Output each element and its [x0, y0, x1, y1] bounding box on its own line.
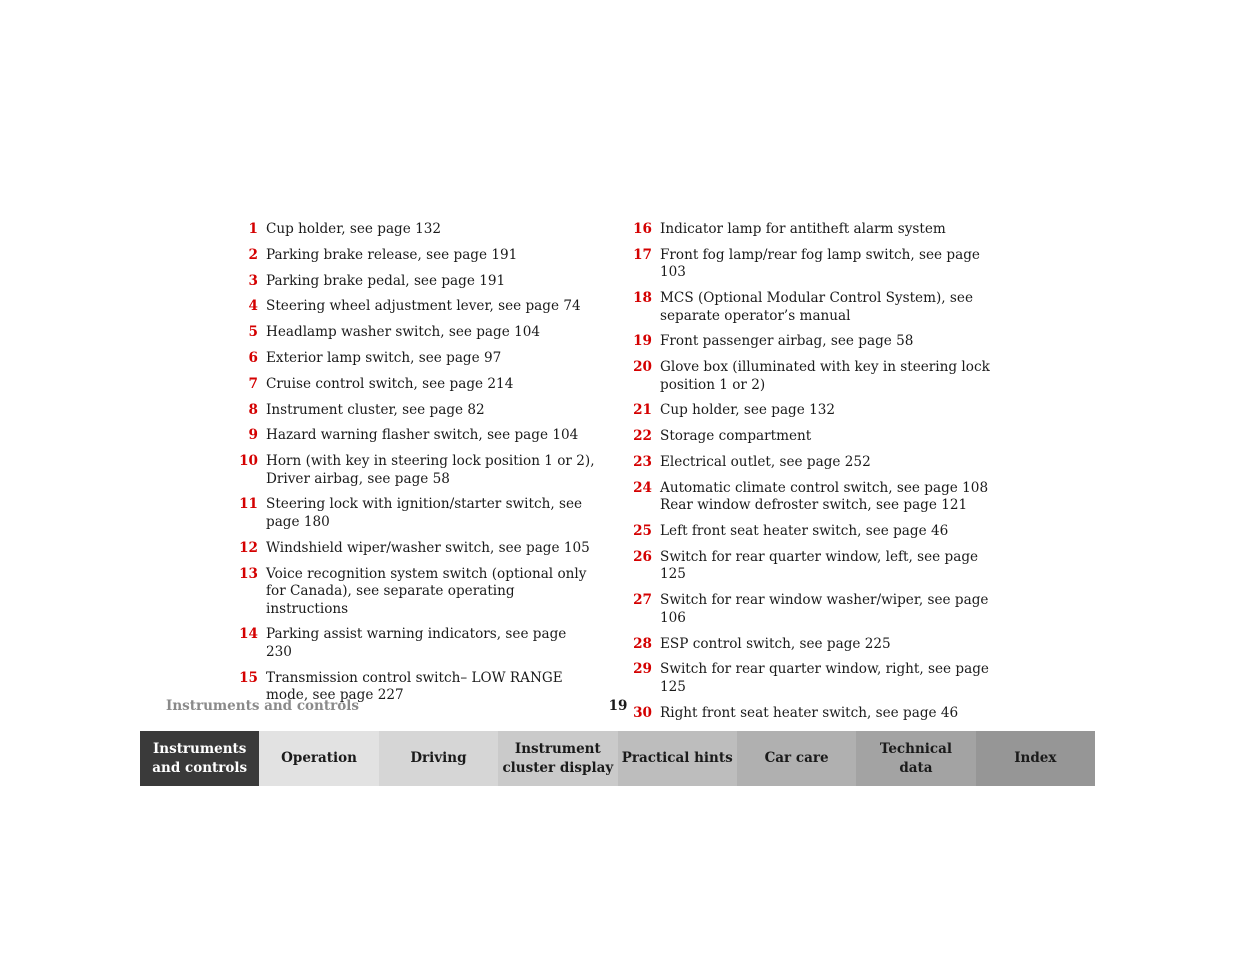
legend-number: 2 — [248, 246, 258, 263]
legend-item — [630, 359, 1000, 394]
legend-item — [236, 247, 596, 265]
legend-item — [236, 324, 596, 342]
legend-text: Electrical outlet, see page 252 — [660, 454, 871, 471]
legend-text: Automatic climate control switch, see page 108 Rear window defroster switch, see page 121 — [660, 479, 989, 514]
legend-number: 1 — [248, 221, 258, 237]
legend-number: 27 — [633, 592, 652, 609]
legend-number: 4 — [248, 298, 258, 315]
legend-text: Horn (with key in steering lock position 1 or 2), Driver airbag, see page 58 — [266, 453, 595, 487]
legend-text: Instrument cluster, see page 82 — [266, 401, 485, 418]
legend-item — [236, 496, 596, 531]
legend-item — [630, 661, 1000, 696]
legend-text: MCS (Optional Modular Control System), see separate operator’s manual — [660, 290, 973, 324]
legend-text: Front fog lamp/rear fog lamp switch, see page 103 — [660, 246, 980, 281]
legend-number: 3 — [248, 272, 258, 289]
legend-text: ESP control switch, see page 225 — [660, 635, 891, 652]
section-title: Instruments and controls — [166, 698, 359, 714]
legend-text: Right front seat heater switch, see page 46 — [660, 704, 959, 721]
legend-item — [236, 298, 596, 316]
tab-driving[interactable]: Driving — [379, 731, 498, 786]
legend-text: Voice recognition system switch (optional only for Canada), see separate operating instructions — [266, 565, 587, 617]
chapter-tabs — [140, 731, 1095, 786]
legend-text: Glove box (illuminated with key in steering lock position 1 or 2) — [660, 359, 990, 393]
legend-number: 18 — [633, 290, 652, 307]
legend-item — [630, 480, 1000, 515]
legend-text: Steering lock with ignition/starter switch, see page 180 — [266, 496, 583, 530]
legend-number: 8 — [248, 401, 258, 418]
legend-text: Switch for rear window washer/wiper, see page 106 — [660, 592, 989, 626]
legend-item — [630, 523, 1000, 541]
legend-text: Exterior lamp switch, see page 97 — [266, 349, 502, 366]
legend-item — [630, 402, 1000, 420]
legend-text: Switch for rear quarter window, right, see page 125 — [660, 661, 989, 695]
legend-number: 30 — [633, 704, 652, 721]
legend-item — [236, 376, 596, 394]
legend-item — [236, 402, 596, 420]
legend-number: 19 — [633, 333, 652, 350]
legend-item — [630, 549, 1000, 584]
tab-index[interactable]: Index — [976, 731, 1095, 786]
legend-text: Indicator lamp for antitheft alarm system — [660, 221, 946, 237]
legend-number: 21 — [633, 402, 652, 419]
legend-item — [236, 626, 596, 661]
legend-item — [236, 273, 596, 291]
legend-number: 5 — [248, 324, 258, 341]
legend-number: 16 — [633, 221, 652, 237]
legend-number: 28 — [633, 635, 652, 652]
legend-item — [630, 428, 1000, 446]
legend-number: 17 — [633, 246, 652, 263]
legend-text: Front passenger airbag, see page 58 — [660, 333, 914, 350]
legend-number: 13 — [239, 565, 258, 582]
legend-item — [630, 454, 1000, 472]
legend-number: 6 — [248, 349, 258, 366]
legend-item — [236, 453, 596, 488]
legend-item — [630, 290, 1000, 325]
legend-number: 9 — [248, 427, 258, 444]
legend-number: 24 — [633, 479, 652, 496]
legend-item — [630, 592, 1000, 627]
legend-number: 20 — [633, 359, 652, 376]
legend-text: Cup holder, see page 132 — [660, 402, 836, 419]
legend-text: Cruise control switch, see page 214 — [266, 375, 514, 392]
legend-number: 7 — [248, 375, 258, 392]
legend-text: Transmission control switch– LOW RANGE mode, see page 227 — [266, 669, 563, 704]
legend-text: Headlamp washer switch, see page 104 — [266, 324, 541, 341]
legend-number: 10 — [239, 453, 258, 470]
legend-text: Left front seat heater switch, see page 46 — [660, 523, 949, 540]
legend-number: 23 — [633, 454, 652, 471]
legend-text: Storage compartment — [660, 428, 812, 445]
legend-number: 26 — [633, 548, 652, 565]
tab-operation[interactable]: Operation — [259, 731, 378, 786]
tab-practical-hints[interactable]: Practical hints — [618, 731, 737, 786]
legend-list-right — [630, 221, 1000, 730]
tab-car-care[interactable]: Car care — [737, 731, 856, 786]
legend-number: 22 — [633, 428, 652, 445]
tab-instrument-cluster-display[interactable]: Instrument cluster display — [498, 731, 617, 786]
legend-text: Parking brake pedal, see page 191 — [266, 272, 506, 289]
legend-number: 15 — [239, 669, 258, 686]
tab-technical-data[interactable]: Technical data — [856, 731, 975, 786]
legend-text: Parking brake release, see page 191 — [266, 246, 518, 263]
legend-number: 12 — [239, 539, 258, 556]
legend-text: Windshield wiper/washer switch, see page 105 — [266, 539, 590, 556]
legend-text: Cup holder, see page 132 — [266, 221, 442, 237]
legend-item — [236, 566, 596, 619]
page-number: 19 — [608, 698, 628, 714]
legend-text: Switch for rear quarter window, left, see page 125 — [660, 548, 979, 583]
legend-number: 25 — [633, 523, 652, 540]
legend-item — [630, 247, 1000, 282]
legend-item — [630, 705, 1000, 723]
legend-item — [236, 540, 596, 558]
legend-text: Parking assist warning indicators, see page 230 — [266, 626, 567, 660]
tab-instruments-and-controls[interactable]: Instruments and controls — [140, 731, 259, 786]
legend-item — [236, 427, 596, 445]
legend-text: Steering wheel adjustment lever, see page 74 — [266, 298, 581, 315]
legend-item — [236, 221, 596, 239]
legend-item — [630, 221, 1000, 239]
legend-item — [630, 333, 1000, 351]
legend-list-left — [236, 221, 596, 713]
legend-number: 11 — [239, 496, 258, 513]
legend-item — [236, 350, 596, 368]
legend-number: 14 — [239, 626, 258, 643]
legend-item — [630, 636, 1000, 654]
legend-text: Hazard warning flasher switch, see page 104 — [266, 427, 579, 444]
legend-number: 29 — [633, 661, 652, 678]
